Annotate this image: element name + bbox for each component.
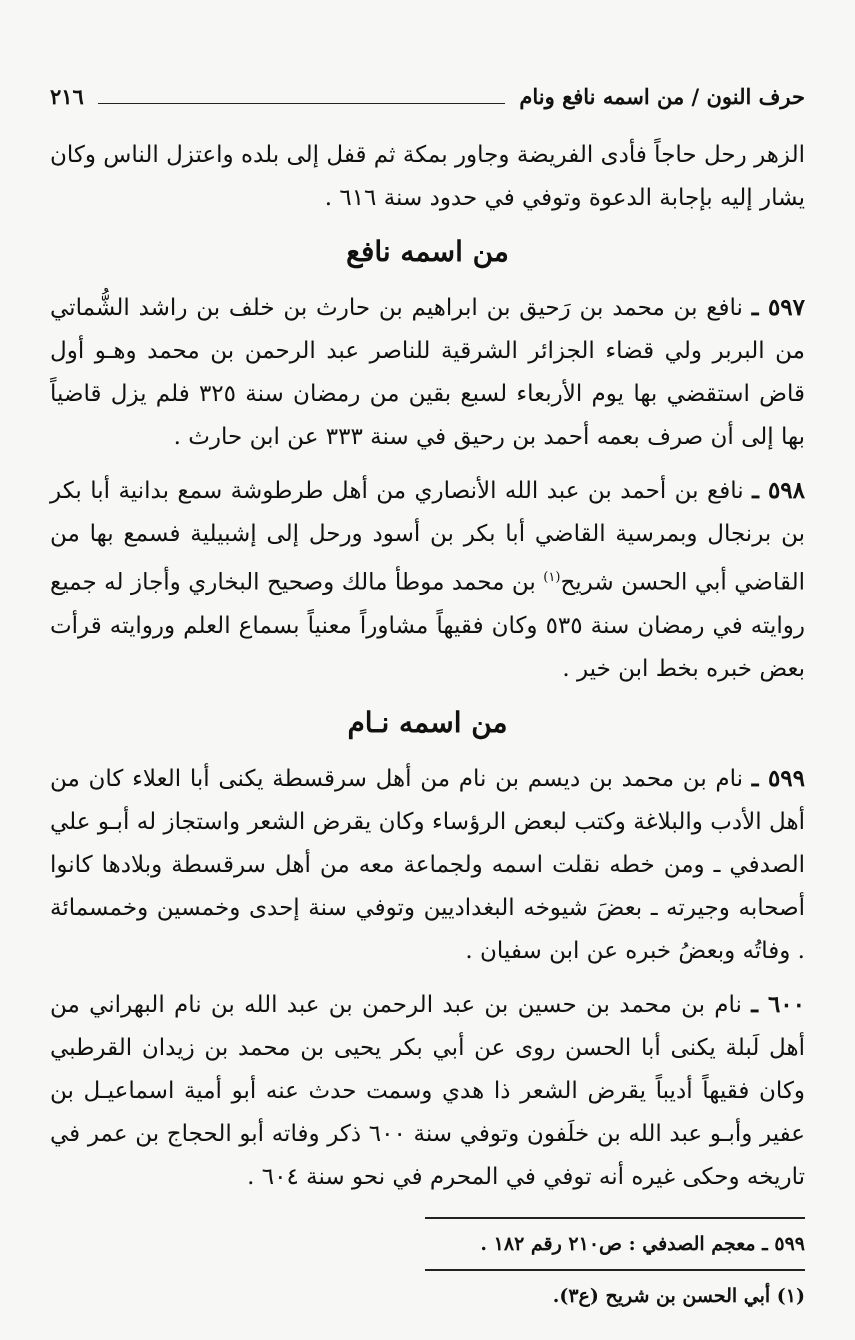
running-head-title: حرف النون / من اسمه نافع ونام (519, 84, 805, 109)
footnote-source: ٥٩٩ ـ معجم الصدفي : ص٢١٠ رقم ١٨٢ . (480, 1232, 805, 1255)
continuation-paragraph: الزهر رحل حاجاً فأدى الفريضة وجاور بمكة ثم قفل إلى بلده واعتزل الناس وكان يشار إليه بإجابة الدعوة وتوفي في حدود سنة ٦١٦ . (50, 142, 805, 211)
footnote-reference: (١) (543, 570, 561, 585)
section-title-nafi: من اسمه نافع (346, 235, 509, 268)
entry-600 (50, 983, 805, 1199)
entry-text: نام بن محمد بن ديسم بن نام من أهل سرقسطة يكنى أبا العلاء كان من أهل الأدب والبلاغة وكتب لبعض الرؤساء وكان يقرض الشعر واستجاز له أبـو علي الصدفي ـ ومن خطه نقلت اسمه ولجماعة معه من أهل سرقسطة وبلادها كانوا أصحابه وجيرته ـ بعضَ شيوخه البغداديين وتوفي سنة إحدى وخمسين وخمسمائة . وفاتُه وبعضُ خبره عن ابن سفيان . (50, 765, 805, 964)
entry-number: ٥٩٩ ـ (751, 764, 805, 792)
entry-number: ٥٩٨ ـ (752, 477, 806, 504)
page-number: ٢١٦ (50, 84, 84, 109)
entry-599 (50, 757, 805, 973)
entry-number: ٦٠٠ ـ (751, 990, 806, 1018)
entry-number: ٥٩٧ ـ (751, 294, 806, 321)
footnote-rule (425, 1269, 805, 1271)
section-title-nam: من اسمه نـام (347, 705, 508, 739)
entry-text-part-2: بن محمد موطأ مالك وصحيح البخاري وأجاز له جميع روايته في رمضان سنة ٥٣٥ وكان فقيهاً مشاوراً معنياً بسماع العلم وروايته قرأت بعض خبره بخط ابن خير . (50, 569, 805, 682)
entry-598 (50, 469, 805, 691)
entry-text-part-1: نافع بن أحمد بن عبد الله الأنصاري من أهل طرطوشة سمع بدانية أبا بكر بن برنجال وبمرسية القاضي أبا بكر بن أسود ورحل إلى إشبيلية فسمع بها من القاضي أبي الحسن شريح (50, 478, 806, 596)
running-head (50, 82, 805, 112)
footnote-1: (١) أبي الحسن بن شريح (ع٣). (552, 1284, 805, 1307)
entry-597 (50, 286, 805, 459)
footnotes (50, 1217, 805, 1311)
entry-text: نام بن محمد بن حسين بن عبد الرحمن بن عبد الله بن نام البهراني من أهل لَبلة يكنى أبا الحسن روى عن أبي بكر يحيى بن محمد بن زيدان القرطبي وكان فقيهاً أديباً يقرض الشعر ذا هدي وسمت حدث عنه أبو أمية اسماعيـل بن عفير وأبـو عبد الله بن خلَفون وتوفي سنة ٦٠٠ ذكر وفاته أبو الحجاج بن عمر في تاريخه وحكى غيره أنه توفي في المحرم في نحو سنة ٦٠٤ . (50, 991, 805, 1190)
footnote-rule (425, 1217, 805, 1219)
running-head-rule (98, 91, 506, 104)
entry-text: نافع بن محمد بن رَحيق بن ابراهيم بن حارث بن خلف بن راشد الشُّماتي من البربر ولي قضاء الجزائر الشرقية للناصر عبد الرحمن بن محمد وهـو أول قاض استقضي بها يوم الأربعاء لسبع بقين من رمضان سنة ٣٢٥ فلم يزل قاضياً بها إلى أن صرف بعمه أحمد بن رحيق في سنة ٣٣٣ عن ابن حارث . (50, 295, 805, 450)
